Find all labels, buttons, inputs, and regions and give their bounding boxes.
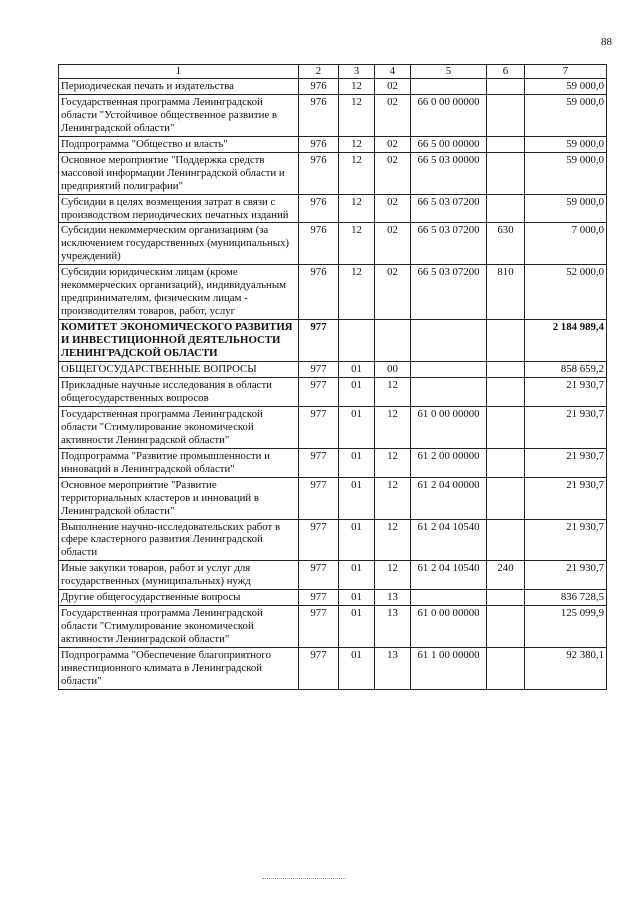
table-row [59, 406, 607, 448]
row-name-cell: Другие общегосударственные вопросы [59, 590, 299, 606]
table-row [59, 606, 607, 648]
table-row [59, 94, 607, 136]
row-admin-code-cell: 976 [299, 94, 339, 136]
header-col-7: 7 [525, 65, 607, 79]
row-section-cell: 01 [339, 561, 375, 590]
table-row [59, 519, 607, 561]
row-target-article-cell: 61 2 04 10540 [411, 519, 487, 561]
row-subsection-cell: 02 [375, 265, 411, 320]
row-expense-type-cell [487, 406, 525, 448]
row-section-cell: 01 [339, 477, 375, 519]
row-expense-type-cell [487, 648, 525, 690]
row-amount-cell: 21 930,7 [525, 448, 607, 477]
row-name-cell: Иные закупки товаров, работ и услуг для государственных (муниципальных) нужд [59, 561, 299, 590]
table-row [59, 320, 607, 362]
table-row [59, 78, 607, 94]
row-amount-cell: 59 000,0 [525, 194, 607, 223]
table-row [59, 590, 607, 606]
row-section-cell: 01 [339, 606, 375, 648]
row-admin-code-cell: 977 [299, 377, 339, 406]
row-amount-cell: 21 930,7 [525, 477, 607, 519]
row-admin-code-cell: 976 [299, 265, 339, 320]
row-subsection-cell: 02 [375, 136, 411, 152]
row-admin-code-cell: 976 [299, 223, 339, 265]
table-row [59, 561, 607, 590]
row-target-article-cell [411, 78, 487, 94]
row-amount-cell: 21 930,7 [525, 377, 607, 406]
table-row [59, 448, 607, 477]
row-expense-type-cell [487, 78, 525, 94]
row-name-cell: Субсидии юридическим лицам (кроме некоммерческих организаций), индивидуальным предпринимателям, физическим лицам - производителям товаров, работ, услуг [59, 265, 299, 320]
row-admin-code-cell: 977 [299, 406, 339, 448]
page-bottom-mark [262, 878, 346, 879]
row-admin-code-cell: 977 [299, 448, 339, 477]
row-target-article-cell: 61 1 00 00000 [411, 648, 487, 690]
row-subsection-cell [375, 320, 411, 362]
row-name-cell: Государственная программа Ленинградской области "Устойчивое общественное развитие в Ленинградской области" [59, 94, 299, 136]
row-name-cell: Субсидии в целях возмещения затрат в связи с производством периодических печатных изданий [59, 194, 299, 223]
row-amount-cell: 21 930,7 [525, 519, 607, 561]
row-subsection-cell: 12 [375, 448, 411, 477]
row-target-article-cell: 66 0 00 00000 [411, 94, 487, 136]
row-subsection-cell: 02 [375, 223, 411, 265]
row-subsection-cell: 12 [375, 561, 411, 590]
row-name-cell: Периодическая печать и издательства [59, 78, 299, 94]
row-amount-cell: 2 184 989,4 [525, 320, 607, 362]
row-target-article-cell [411, 377, 487, 406]
row-admin-code-cell: 977 [299, 561, 339, 590]
row-subsection-cell: 13 [375, 648, 411, 690]
row-subsection-cell: 13 [375, 590, 411, 606]
row-amount-cell: 7 000,0 [525, 223, 607, 265]
row-target-article-cell: 61 0 00 00000 [411, 406, 487, 448]
row-expense-type-cell [487, 590, 525, 606]
row-subsection-cell: 12 [375, 519, 411, 561]
row-amount-cell: 836 728,5 [525, 590, 607, 606]
row-expense-type-cell: 630 [487, 223, 525, 265]
row-expense-type-cell [487, 194, 525, 223]
row-admin-code-cell: 977 [299, 590, 339, 606]
row-subsection-cell: 02 [375, 194, 411, 223]
row-amount-cell: 59 000,0 [525, 78, 607, 94]
row-admin-code-cell: 977 [299, 606, 339, 648]
row-subsection-cell: 12 [375, 377, 411, 406]
row-section-cell: 12 [339, 223, 375, 265]
row-amount-cell: 59 000,0 [525, 136, 607, 152]
row-target-article-cell: 61 2 04 10540 [411, 561, 487, 590]
row-name-cell: Подпрограмма "Общество и власть" [59, 136, 299, 152]
header-col-1: 1 [59, 65, 299, 79]
row-section-cell: 12 [339, 136, 375, 152]
row-name-cell: Выполнение научно-исследовательских работ в сфере кластерного развития Ленинградской области [59, 519, 299, 561]
row-expense-type-cell [487, 606, 525, 648]
row-amount-cell: 125 099,9 [525, 606, 607, 648]
row-target-article-cell: 66 5 03 07200 [411, 223, 487, 265]
row-name-cell: Основное мероприятие "Поддержка средств массовой информации Ленинградской области и предприятий полиграфии" [59, 152, 299, 194]
row-subsection-cell: 13 [375, 606, 411, 648]
header-col-4: 4 [375, 65, 411, 79]
row-expense-type-cell [487, 94, 525, 136]
row-admin-code-cell: 977 [299, 320, 339, 362]
row-target-article-cell: 61 2 04 00000 [411, 477, 487, 519]
row-section-cell: 12 [339, 78, 375, 94]
row-admin-code-cell: 976 [299, 152, 339, 194]
row-name-cell: КОМИТЕТ ЭКОНОМИЧЕСКОГО РАЗВИТИЯ И ИНВЕСТИЦИОННОЙ ДЕЯТЕЛЬНОСТИ ЛЕНИНГРАДСКОЙ ОБЛАСТИ [59, 320, 299, 362]
row-target-article-cell [411, 590, 487, 606]
row-amount-cell: 59 000,0 [525, 152, 607, 194]
row-expense-type-cell [487, 377, 525, 406]
row-target-article-cell: 66 5 03 00000 [411, 152, 487, 194]
table-row [59, 362, 607, 378]
row-section-cell: 01 [339, 362, 375, 378]
row-admin-code-cell: 977 [299, 519, 339, 561]
row-target-article-cell: 61 2 00 00000 [411, 448, 487, 477]
row-expense-type-cell: 810 [487, 265, 525, 320]
row-section-cell: 01 [339, 590, 375, 606]
row-subsection-cell: 02 [375, 152, 411, 194]
row-subsection-cell: 02 [375, 78, 411, 94]
row-subsection-cell: 12 [375, 477, 411, 519]
budget-table [58, 64, 607, 690]
row-name-cell: Субсидии некоммерческим организациям (за исключением государственных (муниципальных) учреждений) [59, 223, 299, 265]
row-section-cell: 01 [339, 377, 375, 406]
row-expense-type-cell [487, 152, 525, 194]
row-section-cell: 01 [339, 406, 375, 448]
table-header-row [59, 65, 607, 79]
row-amount-cell: 52 000,0 [525, 265, 607, 320]
header-col-3: 3 [339, 65, 375, 79]
row-target-article-cell: 66 5 00 00000 [411, 136, 487, 152]
table-row [59, 194, 607, 223]
row-section-cell [339, 320, 375, 362]
row-admin-code-cell: 976 [299, 78, 339, 94]
header-col-5: 5 [411, 65, 487, 79]
table-row [59, 648, 607, 690]
row-section-cell: 12 [339, 152, 375, 194]
row-section-cell: 12 [339, 94, 375, 136]
row-name-cell: Государственная программа Ленинградской области "Стимулирование экономической активности Ленинградской области" [59, 406, 299, 448]
row-name-cell: Основное мероприятие "Развитие территориальных кластеров и инноваций в Ленинградской области" [59, 477, 299, 519]
row-expense-type-cell [487, 136, 525, 152]
row-subsection-cell: 12 [375, 406, 411, 448]
row-target-article-cell [411, 320, 487, 362]
row-amount-cell: 92 380,1 [525, 648, 607, 690]
row-section-cell: 01 [339, 648, 375, 690]
table-row [59, 152, 607, 194]
row-name-cell: Прикладные научные исследования в области общегосударственных вопросов [59, 377, 299, 406]
row-expense-type-cell [487, 519, 525, 561]
row-section-cell: 12 [339, 265, 375, 320]
row-amount-cell: 59 000,0 [525, 94, 607, 136]
row-target-article-cell: 66 5 03 07200 [411, 265, 487, 320]
row-amount-cell: 21 930,7 [525, 561, 607, 590]
row-name-cell: Подпрограмма "Обеспечение благоприятного инвестиционного климата в Ленинградской области" [59, 648, 299, 690]
row-name-cell: ОБЩЕГОСУДАРСТВЕННЫЕ ВОПРОСЫ [59, 362, 299, 378]
row-admin-code-cell: 977 [299, 477, 339, 519]
row-admin-code-cell: 977 [299, 648, 339, 690]
row-section-cell: 01 [339, 519, 375, 561]
table-row [59, 265, 607, 320]
row-expense-type-cell [487, 320, 525, 362]
header-col-2: 2 [299, 65, 339, 79]
row-amount-cell: 21 930,7 [525, 406, 607, 448]
row-target-article-cell: 66 5 03 07200 [411, 194, 487, 223]
row-name-cell: Подпрограмма "Развитие промышленности и инноваций в Ленинградской области" [59, 448, 299, 477]
row-target-article-cell: 61 0 00 00000 [411, 606, 487, 648]
row-expense-type-cell [487, 448, 525, 477]
table-row [59, 377, 607, 406]
row-subsection-cell: 02 [375, 94, 411, 136]
row-admin-code-cell: 977 [299, 362, 339, 378]
row-admin-code-cell: 976 [299, 136, 339, 152]
row-expense-type-cell: 240 [487, 561, 525, 590]
table-row [59, 136, 607, 152]
row-section-cell: 12 [339, 194, 375, 223]
row-target-article-cell [411, 362, 487, 378]
table-row [59, 223, 607, 265]
row-admin-code-cell: 976 [299, 194, 339, 223]
table-row [59, 477, 607, 519]
row-expense-type-cell [487, 362, 525, 378]
row-amount-cell: 858 659,2 [525, 362, 607, 378]
row-expense-type-cell [487, 477, 525, 519]
row-name-cell: Государственная программа Ленинградской области "Стимулирование экономической активности Ленинградской области" [59, 606, 299, 648]
row-section-cell: 01 [339, 448, 375, 477]
page-number: 88 [601, 36, 612, 48]
header-col-6: 6 [487, 65, 525, 79]
row-subsection-cell: 00 [375, 362, 411, 378]
